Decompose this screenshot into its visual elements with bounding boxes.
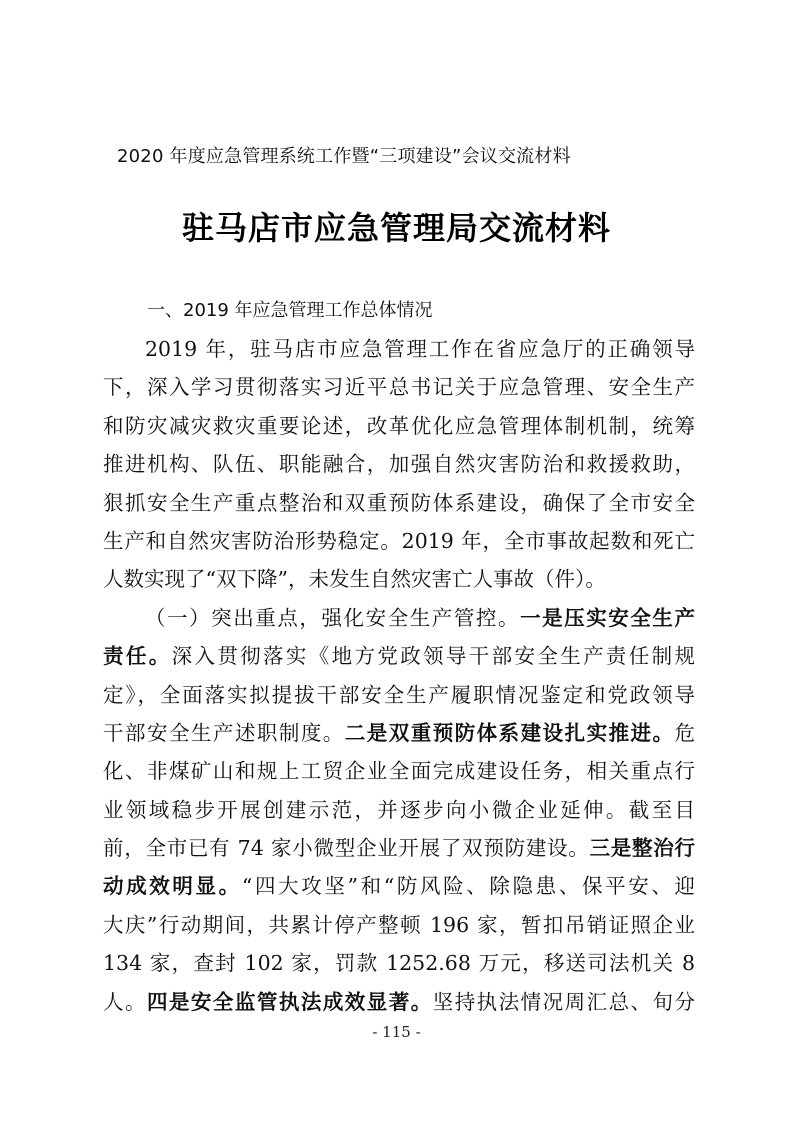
- paragraph-text: 危: [674, 720, 696, 745]
- paragraph-line: 2019 年，驻马店市应急管理工作在省应急厅的正确领导: [145, 337, 695, 361]
- paragraph-line: 下，深入学习贯彻落实习近平总书记关于应急管理、安全生产: [103, 375, 695, 400]
- paragraph-line: 134 家，查封 102 家，罚款 1252.68 万元，移送司法机关 8: [103, 951, 695, 976]
- paragraph-line: [103, 983, 695, 1021]
- paragraph-text: 干部安全生产述职制度。: [103, 720, 345, 745]
- paragraph-line: [103, 867, 695, 905]
- paragraph-line: 人数实现了“双下降”，未发生自然灾害亡人事故（件）。: [103, 567, 606, 592]
- paragraph-text: 深入贯彻落实《地方党政领导干部安全生产责任制规: [171, 644, 696, 669]
- paragraph-line: [103, 829, 695, 867]
- paragraph-line: [103, 599, 695, 637]
- subsection-heading: （一）突出重点，强化安全生产管控。: [145, 605, 521, 630]
- document-header: 2020 年度应急管理系统工作暨“三项建设”会议交流材料: [117, 146, 571, 167]
- paragraph-line: 狠抓安全生产重点整治和双重预防体系建设，确保了全市安全: [103, 490, 695, 515]
- paragraph-text: 人。: [103, 989, 147, 1014]
- bold-point: 二是双重预防体系建设扎实推进。: [344, 720, 675, 745]
- bold-point: 四是安全监管执法成效显著。: [146, 989, 433, 1014]
- paragraph-line: 化、非煤矿山和规上工贸企业全面完成建设任务，相关重点行: [103, 759, 695, 784]
- paragraph-text: 前，全市已有 74 家小微型企业开展了双预防建设。: [103, 836, 590, 861]
- paragraph-line: 大庆”行动期间，共累计停产整顿 196 家，暂扣吊销证照企业: [103, 912, 695, 937]
- section-heading: 一、2019 年应急管理工作总体情况: [147, 300, 433, 321]
- paragraph-line: 生产和自然灾害防治形势稳定。2019 年，全市事故起数和死亡: [103, 528, 695, 553]
- paragraph-line: [103, 714, 695, 752]
- paragraph-line: 定》，全面落实拟提拔干部安全生产履职情况鉴定和党政领导: [103, 682, 695, 707]
- document-title: 驻马店市应急管理局交流材料: [181, 209, 611, 247]
- paragraph-text: 坚持执法情况周汇总、旬分: [432, 989, 696, 1014]
- bold-point: 责任。: [103, 644, 172, 669]
- paragraph-text: “四大攻坚”和“防风险、除隐患、保平安、迎: [241, 874, 695, 899]
- document-body: [103, 330, 695, 1021]
- bold-point: 动成效明显。: [103, 874, 242, 899]
- paragraph-line: 业领域稳步开展创建示范，并逐步向小微企业延伸。截至目: [103, 797, 695, 822]
- paragraph-line: 和防灾减灾救灾重要论述，改革优化应急管理体制机制，统筹: [103, 413, 695, 438]
- paragraph-line: 推进机构、队伍、职能融合，加强自然灾害防治和救援救助，: [103, 452, 695, 477]
- page-number: - 115 -: [372, 1023, 421, 1041]
- paragraph-line: [103, 637, 695, 675]
- bold-point: 三是整治行: [589, 836, 696, 861]
- bold-point: 一是压实安全生产: [520, 605, 695, 630]
